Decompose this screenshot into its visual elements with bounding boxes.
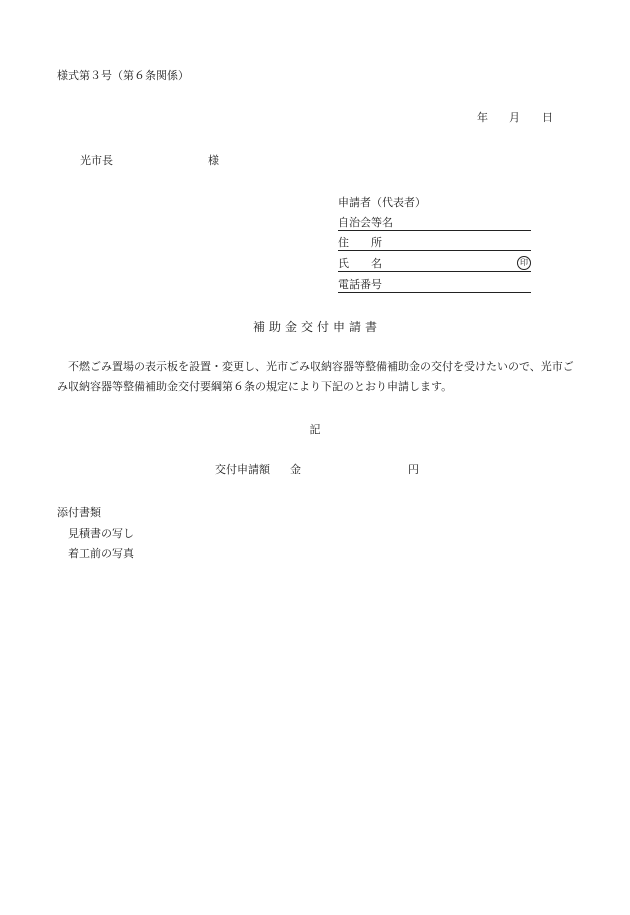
addressee-honorific: 様: [208, 154, 219, 167]
attachment-item: 着工前の写真: [68, 547, 134, 560]
applicant-name-label: 氏 名: [338, 257, 382, 270]
requested-amount-label: 交付申請額: [215, 463, 270, 476]
applicant-heading: 申請者（代表者）: [338, 196, 426, 209]
form-number: 様式第３号（第６条関係）: [57, 69, 189, 82]
document-title: 補助金交付申請書: [252, 320, 381, 334]
application-body-text: 不燃ごみ置場の表示板を設置・変更し、光市ごみ収納容器等整備補助金の交付を受けたいので、光市ごみ収納容器等整備補助金交付要綱第６条の規定により下記のとおり申請します。: [57, 360, 574, 393]
phone-number-label: 電話番号: [338, 278, 382, 291]
organization-name-label: 自治会等名: [338, 216, 393, 229]
date-month-label: 月: [509, 111, 520, 124]
date-day-label: 日: [542, 111, 553, 124]
amount-unit: 円: [408, 463, 419, 476]
organization-name-field[interactable]: [338, 214, 531, 231]
seal-mark: 印: [517, 256, 531, 270]
attachments-title: 添付書類: [57, 506, 101, 519]
address-field[interactable]: [338, 234, 531, 251]
attachment-item: 見積書の写し: [68, 527, 134, 540]
phone-number-field[interactable]: [338, 276, 531, 293]
ki-marker: 記: [309, 423, 321, 436]
addressee-name: 光市長: [80, 154, 113, 167]
applicant-name-field[interactable]: [338, 255, 531, 272]
amount-prefix: 金: [290, 463, 301, 476]
address-label: 住 所: [338, 236, 382, 249]
date-year-label: 年: [477, 111, 488, 124]
